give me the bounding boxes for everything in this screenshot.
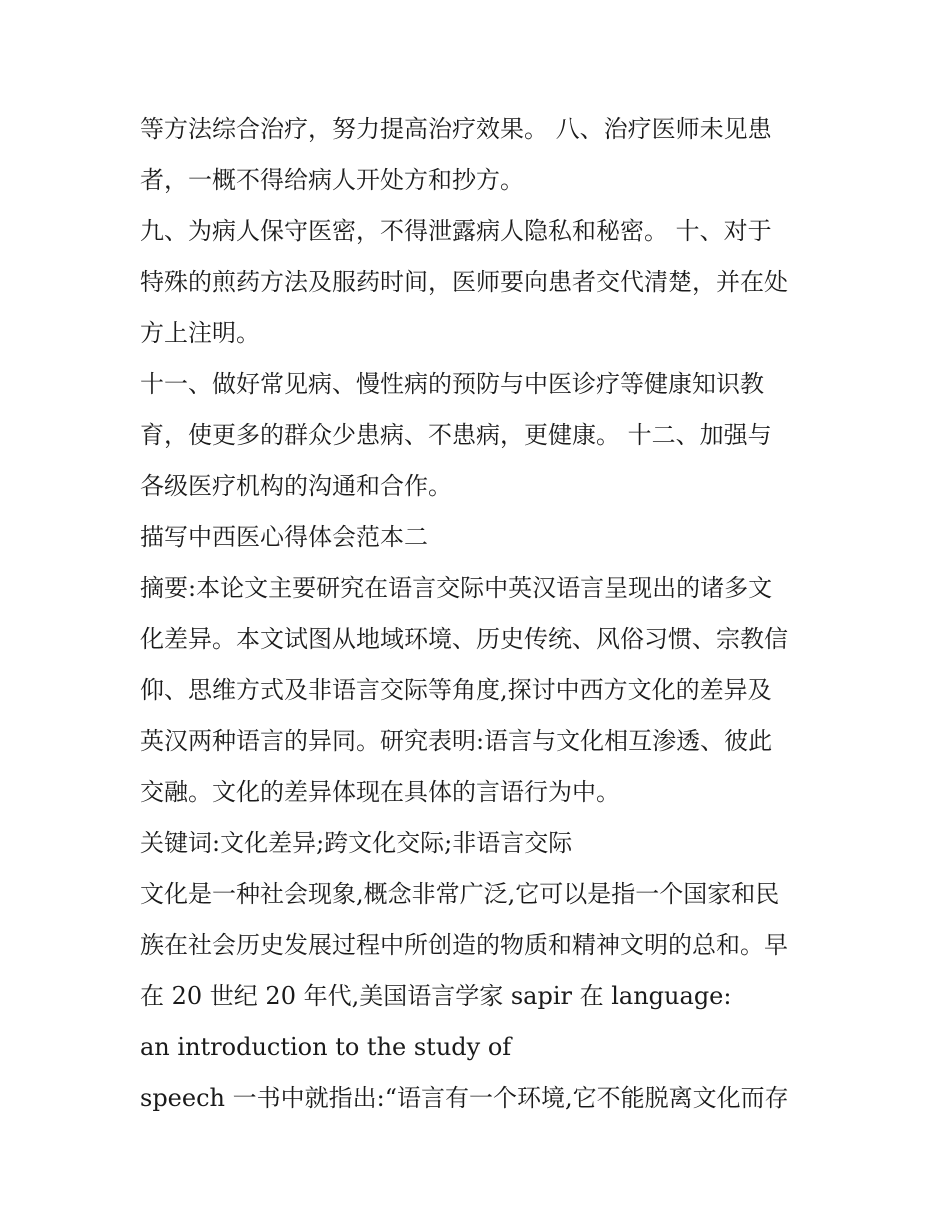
keywords-line: 关键词:文化差异;跨文化交际;非语言交际 bbox=[140, 829, 573, 857]
abstract-line: 交融。文化的差异体现在具体的言语行为中。 bbox=[140, 778, 620, 806]
document-body bbox=[140, 104, 820, 1124]
abstract-line: 仰、思维方式及非语言交际等角度,探讨中西方文化的差异及 bbox=[140, 676, 772, 704]
text-line: 九、为病人保守医密，不得泄露病人隐私和秘密。 十、对于 bbox=[140, 217, 772, 245]
text-line: 等方法综合治疗，努力提高治疗效果。 八、治疗医师未见患 bbox=[140, 115, 772, 143]
text-line: 十一、做好常见病、慢性病的预防与中医诊疗等健康知识教 bbox=[140, 370, 764, 398]
text-line: speech 一书中就指出:“语言有一个环境,它不能脱离文化而存 bbox=[140, 1084, 789, 1112]
abstract-line: 摘要:本论文主要研究在语言交际中英汉语言呈现出的诸多文 bbox=[140, 574, 773, 602]
text-line: 者，一概不得给病人开处方和抄方。 bbox=[140, 166, 524, 194]
text-line: 育，使更多的群众少患病、不患病，更健康。 十二、加强与 bbox=[140, 421, 772, 449]
text-line: 各级医疗机构的沟通和合作。 bbox=[140, 472, 452, 500]
abstract-line: 英汉两种语言的异同。研究表明:语言与文化相互渗透、彼此 bbox=[140, 727, 773, 755]
text-line: an introduction to the study of bbox=[140, 1033, 512, 1061]
text-line: 文化是一种社会现象,概念非常广泛,它可以是指一个国家和民 bbox=[140, 880, 780, 908]
section-heading: 描写中西医心得体会范本二 bbox=[140, 523, 428, 551]
text-line: 方上注明。 bbox=[140, 319, 260, 347]
text-line: 特殊的煎药方法及服药时间，医师要向患者交代清楚，并在处 bbox=[140, 268, 788, 296]
text-line: 在 20 世纪 20 年代,美国语言学家 sapir 在 language: bbox=[140, 982, 732, 1010]
abstract-line: 化差异。本文试图从地域环境、历史传统、风俗习惯、宗教信 bbox=[140, 625, 788, 653]
text-line: 族在社会历史发展过程中所创造的物质和精神文明的总和。早 bbox=[140, 931, 788, 959]
